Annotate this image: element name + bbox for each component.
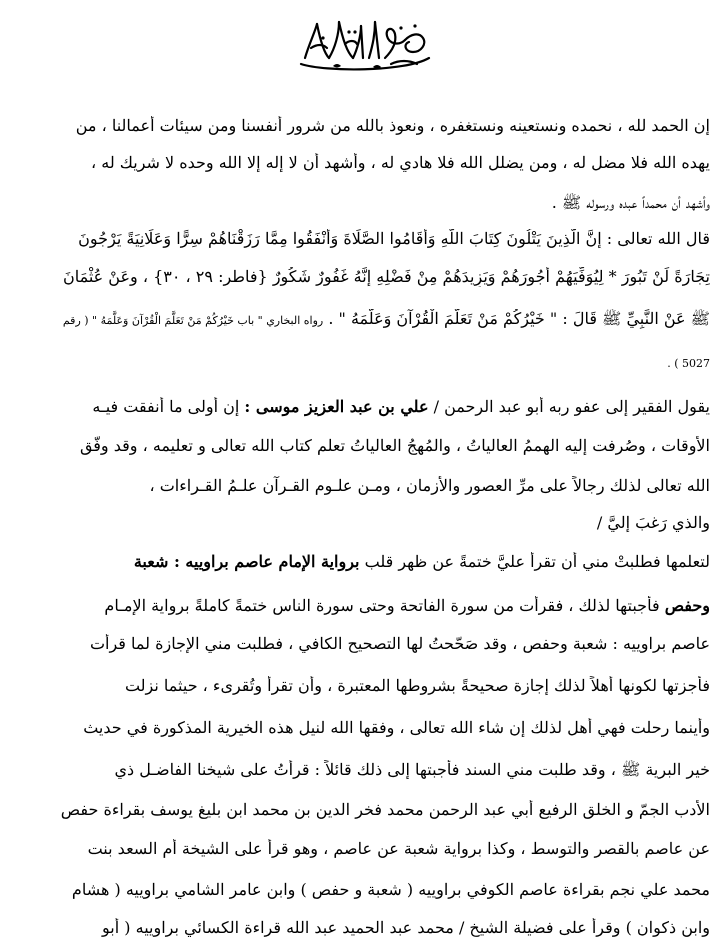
request-line-9: محمد علي نجم بقراءة عاصم الكوفي براوييه ( شعبة و حفص ) وابن عامر الشامي براوييه ( هشام: [71, 880, 710, 899]
request-line-6: خير البرية ﷺ ، وقد طلبت مني السند فأجبتها إلى ذلك قائلاً : قرأتُ على شيخنا الفاضـل ذي: [114, 760, 710, 779]
author-line-3: الله تعالى لذلك رجالاً على مرِّ العصور والأزمان ، ومـن علـوم القـرآن علـمُ القـراءات ،: [149, 476, 710, 495]
request-line-1-start: لتعلمها فطلبتْ مني أن تقرأ عليَّ ختمةً عن ظهر قلب: [359, 552, 710, 571]
intro-line-2: يهده الله فلا مضل له ، ومن يضلل الله فلا هادي له ، وأشهد أن لا إله إلا الله وحده لا شريك له ،: [91, 153, 710, 172]
author-line-4: والذي رَغبَ إليَّ /: [596, 513, 710, 532]
intro-line-3: وأشهد أن محمداً عبده ورسوله ﷺ .: [551, 193, 710, 212]
request-line-10: وابن ذكوان ) وقرأ على فضيلة الشيخ / محمد عبد الحميد عبد الله قراءة الكسائي براوييه ( أبو: [102, 918, 710, 937]
hafs-label: وحفص: [664, 596, 710, 615]
author-line-1-end: إن أولى ما أُنفقت فيـه: [92, 397, 245, 416]
basmala-calligraphy: [295, 14, 435, 74]
author-line-1: [20, 397, 710, 417]
hadith-text: ﷺ عَنْ النَّبِيِّ ﷺ قَالَ : " خَيْرُكُمْ مَنْ تَعَلَّمَ الْقُرْآنَ وَعَلَّمَهُ " .: [328, 309, 710, 328]
request-line-2: [20, 596, 710, 616]
riwaya-title: برواية الإمام عاصم براوييه : شعبة: [133, 552, 360, 571]
request-line-1: [20, 552, 710, 572]
author-line-2: الأوقات ، وصُرفت إليه الهممُ العالياتُ ، والمُهجُ العالياتُ تعلم كتاب الله تعالى و تعليمه ، وقد وفّق: [79, 436, 710, 455]
verse-line-1: قال الله تعالى : إِنَّ الَّذِينَ يَتْلُونَ كِتَابَ اللَّهِ وَأَقَامُوا الصَّلَاةَ وَأَنْفَقُوا مِمَّا رَزَقْنَاهُمْ سِرًّا وَعَلَانِيَةً يَرْجُونَ: [78, 229, 710, 248]
verse-line-2: تِجَارَةً لَنْ تَبُورَ * لِيُوَفِّيَهُمْ أُجُورَهُمْ وَيَزِيدَهُمْ مِنْ فَضْلِهِ إِنَّهُ غَفُورٌ شَكُورٌ {فاطر: ٢٩ ، ٣٠} ، وعَنْ عُثْمَانَ: [62, 267, 710, 286]
author-intro: يقول الفقير إلى عفو ربه أبو عبد الرحمن /: [428, 397, 710, 416]
request-line-5: وأينما رحلت فهي أهل لذلك إن شاء الله تعالى ، وفقها الله لنيل هذه الخيرية المذكورة في حديث: [83, 718, 710, 737]
request-line-4: فأجزتها لكونها أهلاً لذلك إجازة صحيحةً بشروطها المعتبرة ، وأن تقرأ وتُقرىء ، حيثما نزلت: [124, 676, 710, 695]
verse-line-4: 5027 ) .: [667, 357, 710, 370]
author-name: علي بن عبد العزيز موسى :: [244, 397, 429, 416]
request-line-3: عاصم براوييه : شعبة وحفص ، وقد صَحّحتُ لها التصحيح الكافي ، فطلبت مني الإجازة لما قرأت: [89, 634, 710, 653]
intro-line-1: إن الحمد لله ، نحمده ونستعينه ونستغفره ، ونعوذ بالله من شرور أنفسنا ومن سيئات أعمالنا ، من: [75, 116, 710, 135]
request-line-7: الأدب الجمّ و الخلق الرفيع أبي عبد الرحمن محمد فخر الدين بن محمد ابن بليغ يوسف بقراءة حفص: [60, 800, 710, 819]
request-line-2-rest: فأجبتها لذلك ، فقرأت من سورة الفاتحة وحتى سورة الناس ختمةً كاملةً برواية الإمـام: [104, 596, 665, 615]
hadith-reference: رواه البخاري " باب خَيْرُكُمْ مَنْ تَعَلَّمَ الْقُرْآنَ وَعَلَّمَهُ " ( رقم: [62, 314, 324, 327]
verse-line-3: [20, 309, 710, 331]
request-line-8: عن عاصم بالقصر والتوسط ، وكذا برواية شعبة عن عاصم ، وهو قرأ على الشيخة أم السعد بنت: [87, 839, 710, 858]
